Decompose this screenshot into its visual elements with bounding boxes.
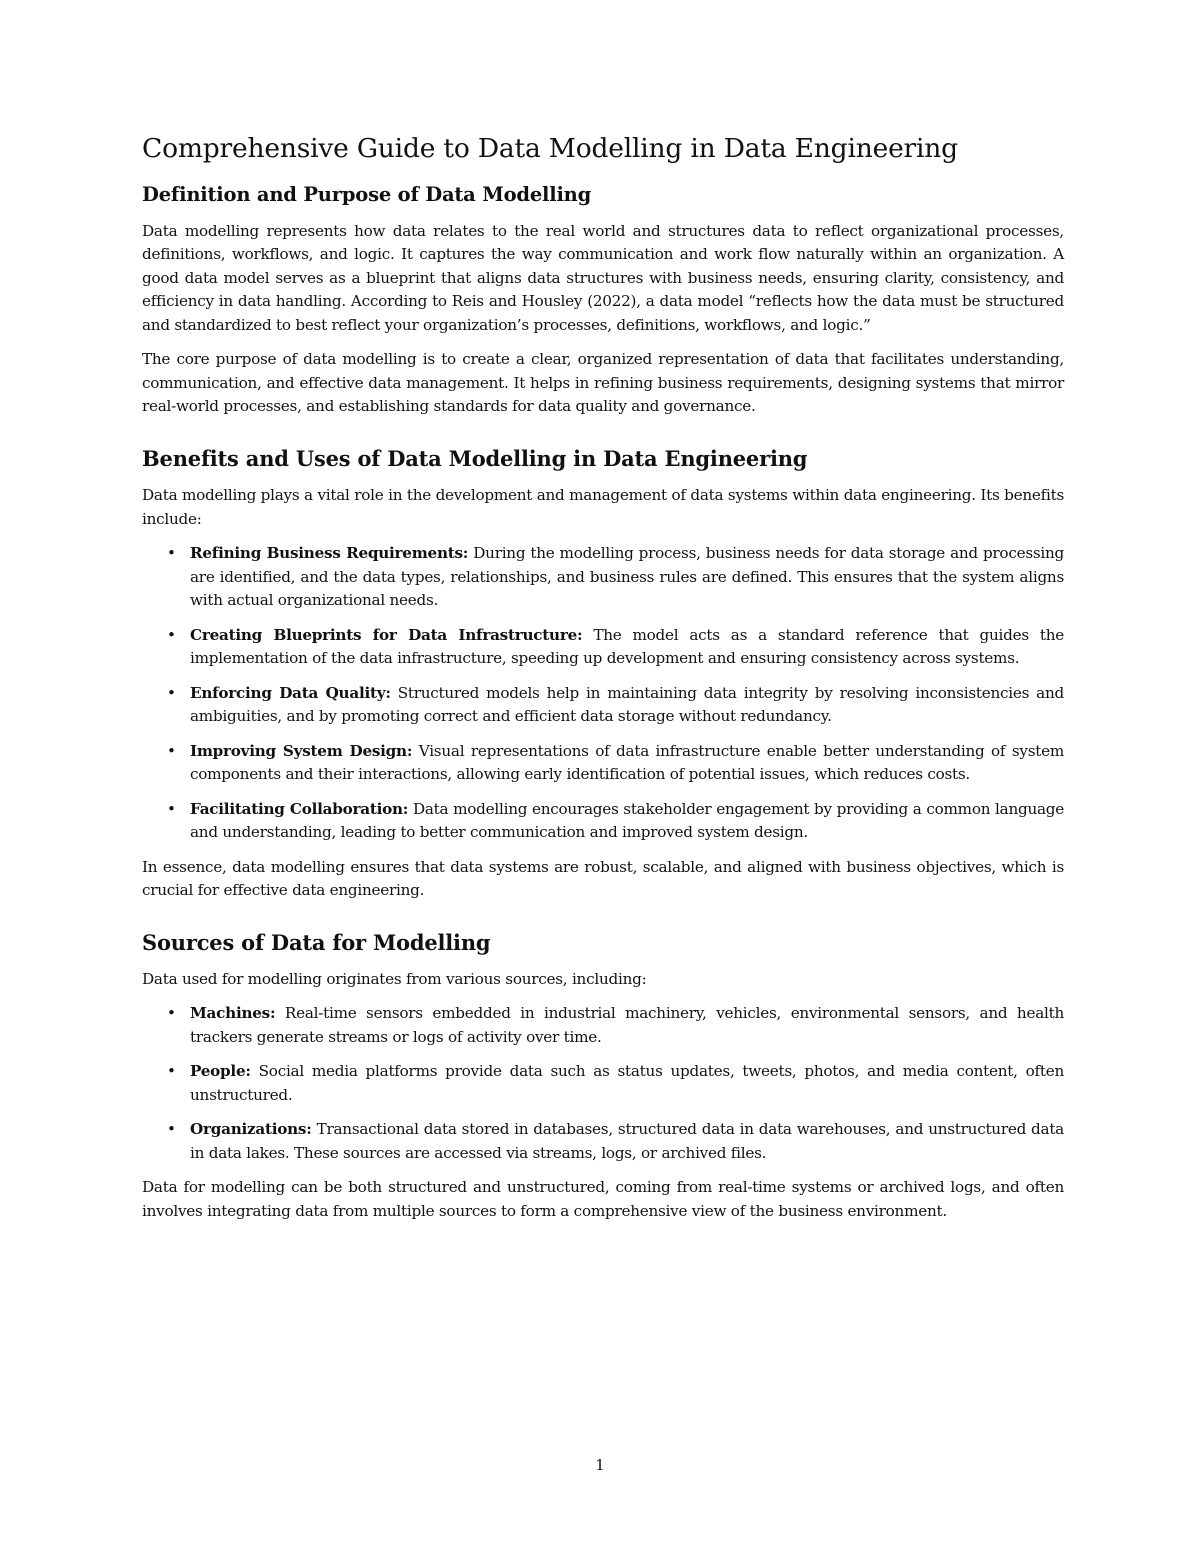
list-item-text: During the modelling process, business needs for data storage and processing are identified, and the data types, relationships, and business rules are defined. This ensures that the system aligns with actual organizational needs.: [190, 544, 1065, 610]
list-item-term: Enforcing Data Quality:: [190, 683, 391, 702]
list-item: [167, 1118, 1064, 1165]
paragraph: Data for modelling can be both structured and unstructured, coming from real-time systems or archived logs, and often involves integrating data from multiple sources to form a comprehensive view of the business environment.: [142, 1178, 1064, 1220]
section-benefits: [142, 445, 1064, 903]
list-item-term: Creating Blueprints for Data Infrastructure:: [190, 625, 583, 644]
list-item-text: Social media platforms provide data such as status updates, tweets, photos, and media content, often unstructured.: [190, 1062, 1064, 1104]
list-item-term: Machines:: [190, 1004, 276, 1023]
sources-list: [142, 1002, 1064, 1165]
bullet-icon: •: [167, 683, 176, 702]
bullet-icon: •: [167, 741, 176, 760]
section-definition: [142, 182, 1064, 418]
section-heading: Sources of Data for Modelling: [142, 929, 491, 955]
list-item: [167, 1060, 1064, 1107]
list-item: [167, 624, 1064, 671]
list-item: [167, 798, 1064, 845]
list-item-text: Transactional data stored in databases, structured data in data warehouses, and unstructured data in data lakes. These sources are accessed via streams, logs, or archived files.: [190, 1120, 1064, 1162]
page-number: 1: [595, 1456, 605, 1474]
list-item-term: Improving System Design:: [190, 741, 413, 760]
bullet-icon: •: [167, 1004, 176, 1023]
list-item-term: Facilitating Collaboration:: [190, 799, 409, 818]
bullet-icon: •: [167, 1120, 176, 1139]
section-sources: [142, 929, 1064, 1224]
document-page: [142, 132, 1064, 1234]
list-item-term: People:: [190, 1062, 251, 1081]
section-heading: Definition and Purpose of Data Modelling: [142, 183, 592, 207]
list-item-term: Refining Business Requirements:: [190, 544, 469, 563]
paragraph: Data used for modelling originates from various sources, including:: [142, 969, 647, 988]
list-item: [167, 542, 1065, 613]
paragraph: In essence, data modelling ensures that data systems are robust, scalable, and aligned with business objectives, which is crucial for effective data engineering.: [142, 857, 1064, 900]
list-item-term: Organizations:: [190, 1120, 312, 1139]
list-item-text: Real-time sensors embedded in industrial machinery, vehicles, environmental sensors, and health trackers generate streams or logs of activity over time.: [190, 1004, 1064, 1046]
section-heading: Benefits and Uses of Data Modelling in Data Engineering: [142, 445, 808, 471]
document-title: Comprehensive Guide to Data Modelling in Data Engineering: [142, 133, 958, 164]
bullet-icon: •: [167, 544, 176, 563]
benefits-list: [142, 542, 1064, 845]
list-item-text: The model acts as a standard reference that guides the implementation of the data infrastructure, speeding up development and ensuring consistency across systems.: [190, 625, 1064, 668]
paragraph: Data modelling represents how data relates to the real world and structures data to reflect organizational processes, definitions, workflows, and logic. It captures the way communication and work flow naturally within an organization. A good data model serves as a blueprint that aligns data structures with business needs, ensuring clarity, consistency, and efficiency in data handling. According to Reis and Housley (2022), a data model “reflects how the data must be structured and standardized to best reflect your organization’s processes, definitions, workflows, and logic.”: [142, 221, 1064, 334]
list-item: [167, 682, 1064, 729]
bullet-icon: •: [167, 799, 176, 818]
list-item: [167, 1002, 1064, 1049]
list-item-text: Structured models help in maintaining data integrity by resolving inconsistencies and ambiguities, and by promoting correct and efficient data storage without redundancy.: [190, 683, 1064, 726]
list-item-text: Visual representations of data infrastructure enable better understanding of system components and their interactions, allowing early identification of potential issues, which reduces costs.: [190, 741, 1064, 784]
list-item-text: Data modelling encourages stakeholder engagement by providing a common language and understanding, leading to better communication and improved system design.: [190, 799, 1064, 842]
paragraph: Data modelling plays a vital role in the development and management of data systems within data engineering. Its benefits include:: [142, 486, 1064, 528]
list-item: [167, 740, 1064, 787]
bullet-icon: •: [167, 1062, 176, 1081]
paragraph: The core purpose of data modelling is to create a clear, organized representation of data that facilitates understanding, communication, and effective data management. It helps in refining business requirements, designing systems that mirror real-world processes, and establishing standards for data quality and governance.: [142, 350, 1064, 416]
bullet-icon: •: [167, 625, 176, 644]
